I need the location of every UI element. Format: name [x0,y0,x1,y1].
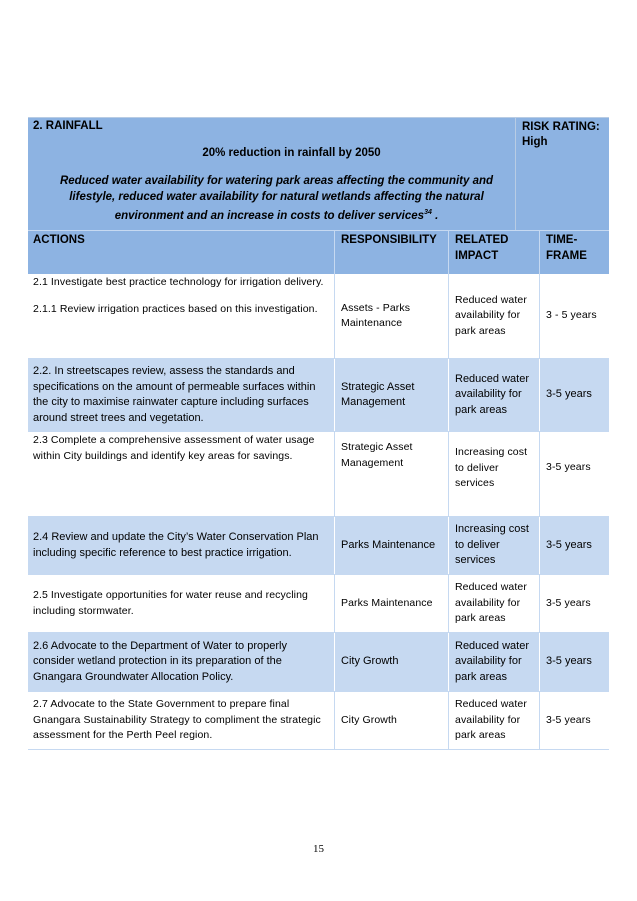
row-timeframe: 3-5 years [539,359,609,431]
table-row [28,274,609,359]
row-responsibility: City Growth [334,633,448,691]
risk-rating-value: High [522,136,548,148]
risk-rating-label: RISK RATING: [522,121,600,133]
table-row [28,432,609,517]
rainfall-actions-table [28,117,609,750]
row-action: 2.3 Complete a comprehensive assessment of water usage within City buildings and identify key areas for savings. [33,434,315,462]
row-responsibility: Parks Maintenance [334,517,448,574]
row-impact: Reduced water availability for park areas [448,274,539,358]
row-responsibility: Parks Maintenance [334,575,448,632]
impact-description-end: . [431,209,439,222]
row-impact: Reduced water availability for park areas [448,575,539,632]
impact-description [43,173,510,224]
table-row [28,575,609,633]
row-timeframe: 3-5 years [539,517,609,574]
row-action: 2.2. In streetscapes review, assess the standards and specifications on the amount of permeable surfaces within the city to maximise rainwater capture including surfaces around street trees and vegetation. [33,365,316,424]
impact-description-text: Reduced water availability for watering park areas affecting the community and lifestyle, reduced water availability for natural wetlands affecting the natural environment and an increase in costs to deliver services [59,175,494,222]
row-action: 2.6 Advocate to the Department of Water to properly consider wetland protection in its preparation of the Gnangara Groundwater Allocation Policy. [33,639,287,683]
row-action: 2.5 Investigate opportunities for water reuse and recycling including stormwater. [33,589,308,617]
row-impact: Reduced water availability for park areas [448,692,539,749]
footnote-ref: 34 [424,209,432,216]
col-responsibility: RESPONSIBILITY [334,231,448,274]
table-row [28,359,609,432]
row-impact: Reduced water availability for park areas [448,359,539,431]
col-timeframe: TIME-FRAME [539,231,609,274]
row-timeframe: 3-5 years [539,432,609,516]
col-related-impact: RELATED IMPACT [448,231,539,274]
column-header-row [28,230,609,274]
row-responsibility: Assets - Parks Maintenance [334,274,448,358]
row-timeframe: 3-5 years [539,692,609,749]
row-impact: Reduced water availability for park areas [448,633,539,691]
row-timeframe: 3-5 years [539,575,609,632]
row-action [28,274,334,358]
risk-rating [522,120,612,150]
table-row [28,692,609,750]
col-actions: ACTIONS [33,234,85,246]
section-header [28,117,609,230]
row-responsibility: Strategic Asset Management [334,359,448,431]
row-timeframe: 3 - 5 years [539,274,609,358]
table-row [28,633,609,692]
row-responsibility: City Growth [334,692,448,749]
page-number: 15 [313,843,324,855]
hazard-statement: 20% reduction in rainfall by 2050 [202,147,381,159]
table-row [28,517,609,575]
section-title: 2. RAINFALL [33,120,103,132]
row-impact: Increasing cost to deliver services [448,517,539,574]
action-subtext: 2.1.1 Review irrigation practices based on this investigation. [33,302,318,315]
row-action: 2.4 Review and update the City’s Water Conservation Plan including specific reference to best practice irrigation. [33,531,319,559]
row-timeframe: 3-5 years [539,633,609,691]
row-impact: Increasing cost to deliver services [448,432,539,516]
row-responsibility: Strategic Asset Management [334,432,448,516]
action-text: 2.1 Investigate best practice technology for irrigation delivery. [33,276,324,288]
row-action: 2.7 Advocate to the State Government to prepare final Gnangara Sustainability Strategy to compliment the strategic assessment for the Perth Peel region. [33,698,321,742]
